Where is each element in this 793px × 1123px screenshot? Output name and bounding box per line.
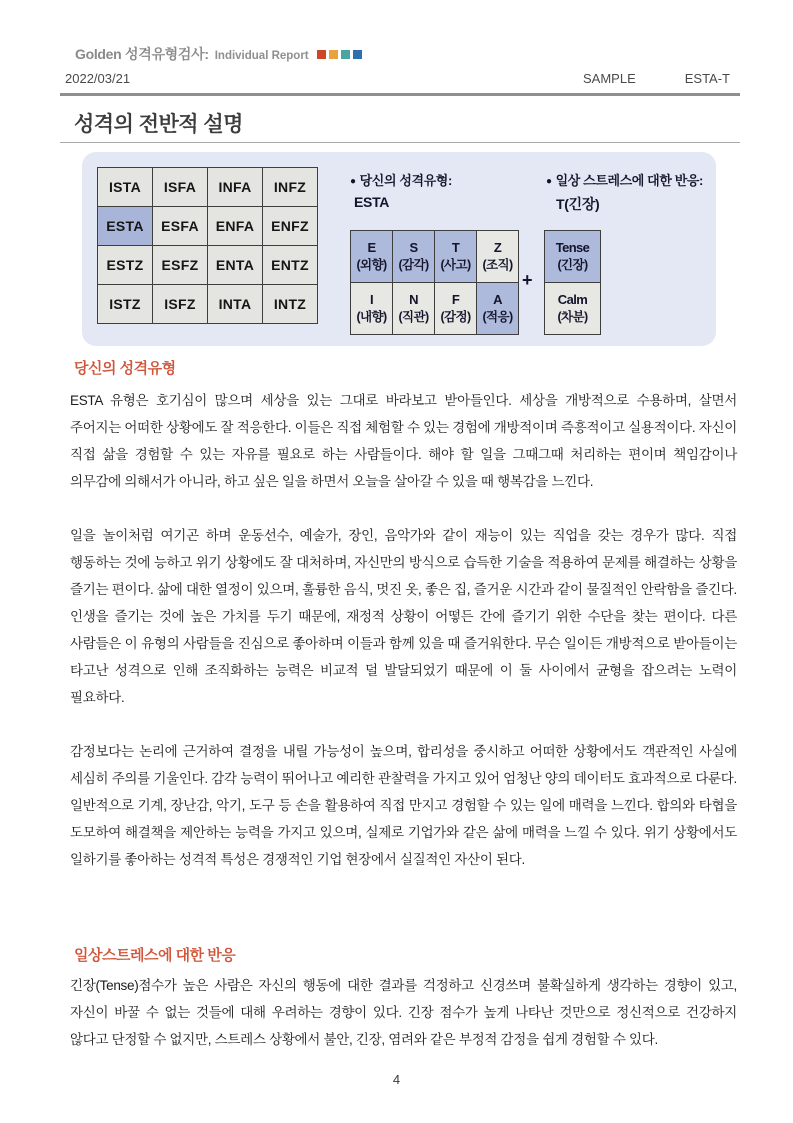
dimension-desc: (사고) [440,257,471,272]
dimension-desc: (직관) [398,309,429,324]
report-date: 2022/03/21 [65,71,131,86]
header-divider [60,93,740,96]
stress-reaction-value: T(긴장) [556,196,600,212]
your-type-label-text: 당신의 성격유형: [359,173,452,188]
stress-scale-grid [544,230,601,335]
stress-desc: (차분) [557,309,588,324]
stress-letter: Calm [557,292,588,308]
brand-square-blue-icon [353,50,362,59]
bullet-icon: ● [350,176,356,187]
type-cell: ESFZ [153,246,208,285]
dimension-cell-A [477,283,519,335]
brand-square-red-icon [317,50,326,59]
bullet-icon: ● [546,176,552,187]
stress-letter: Tense [555,240,590,256]
dimension-cell-T [435,231,477,283]
type-cell: ESTZ [98,246,153,285]
type-matrix [97,167,318,324]
type-cell-selected: ESTA [98,207,153,246]
type-cell: ENTA [208,246,263,285]
dimension-letter: E [367,240,376,256]
type-cell: ESFA [153,207,208,246]
stress-reaction-label [546,170,703,189]
personality-type-code: ESTA-T [684,71,730,86]
dimension-desc: (외향) [356,257,387,272]
your-type-value: ESTA [354,194,390,210]
dimension-letter: N [409,292,418,308]
dimension-letter-grid [350,230,519,335]
dimension-letter: F [451,292,460,308]
page-title: 성격의 전반적 설명 [74,113,243,136]
dimension-desc: (적응) [482,309,513,324]
dimension-desc: (내향) [356,309,387,324]
paragraph: 긴장(Tense)점수가 높은 사람은 자신의 행동에 대한 결과를 걱정하고 신경쓰며 불확실하게 생각하는 경향이 있고, 자신이 바꿀 수 없는 것들에 대해 우려하는 경향이 있다. 긴장 점수가 높게 나타난 것만으로 정신적으로 건강하지 않다고 단정할 수 없지만, 스트레스 상황에서 불안, 긴장, 염려와 같은 부정적 감정을 쉽게 경험할 수 있다. [70,978,737,1047]
type-cell: ISFA [153,168,208,207]
type-cell: ISTZ [98,285,153,324]
title-divider [60,142,740,143]
brand-square-teal-icon [341,50,350,59]
dimension-cell-F [435,283,477,335]
paragraph: 일을 놀이처럼 여기곤 하며 운동선수, 예술가, 장인, 음악가와 같이 재능이 있는 직업을 갖는 경우가 많다. 직접 행동하는 것에 능하고 위기 상황에도 잘 대처하며, 자신만의 방식으로 습득한 기술을 적용하여 문제를 해결하는 상황을 즐기는 편이다. 삶에 대한 열정이 있으며, 훌륭한 음식, 멋진 옷, 좋은 집, 즐거운 시간과 같이 물질적인 안락함을 즐긴다. 인생을 즐기는 것에 높은 가치를 두기 때문에, 재정적 상황이 어떻든 간에 즐기기 위한 수단을 찾는 편이다. 다른 사람들은 이 유형의 사람들을 진심으로 좋아하며 이들과 함께 있을 때 즐거워한다. 무슨 일이든 개방적으로 받아들이는 타고난 성격으로 인해 조직화하는 능력은 비교적 덜 발달되었기 때문에 이 둘 사이에서 균형을 잡으려는 노력이 필요하다. [70,528,737,705]
type-cell: INTZ [263,285,318,324]
type-cell: ISFZ [153,285,208,324]
stress-description [70,972,737,1053]
section-heading-personality: 당신의 성격유형 [74,360,176,377]
dimension-cell-Z [477,231,519,283]
brand-title: Golden 성격유형검사: [75,46,209,62]
brand-header [75,44,362,64]
dimension-desc: (감정) [440,309,471,324]
stress-cell-calm [545,283,601,335]
brand-squares-icon [317,50,362,59]
dimension-letter: T [451,240,460,256]
your-type-label [350,170,452,189]
section-heading-stress: 일상스트레스에 대한 반응 [74,947,236,964]
dimension-desc: (조직) [482,257,513,272]
type-cell: ENFZ [263,207,318,246]
type-cell: ENFA [208,207,263,246]
paragraph: ESTA 유형은 호기심이 많으며 세상을 있는 그대로 바라보고 받아들인다. 세상을 개방적으로 수용하며, 살면서 주어지는 어떠한 상황에도 잘 적응한다. 이들은 직접 체험할 수 있는 경험에 개방적이며 즉흥적이고 실용적이다. 자신이 직접 삶을 경험할 수 있는 자유를 필요로 하는 사람들이다. 해야 할 일을 그때그때 처리하는 편이며 책임감이나 의무감에 의해서가 아니라, 하고 싶은 일을 하면서 오늘을 살아갈 수 있을 때 행복감을 느낀다. [70,393,737,489]
plus-icon: + [522,270,533,290]
stress-reaction-label-text: 일상 스트레스에 대한 반응: [555,173,703,188]
dimension-letter: S [409,240,418,256]
dimension-cell-E [351,231,393,283]
dimension-desc: (감각) [398,257,429,272]
type-overview-panel [82,152,716,346]
stress-cell-tense [545,231,601,283]
dimension-cell-I [351,283,393,335]
brand-subtitle: Individual Report [214,50,309,62]
personality-description [70,387,737,873]
dimension-letter: A [493,292,502,308]
brand-square-orange-icon [329,50,338,59]
type-cell: ISTA [98,168,153,207]
type-cell: INTA [208,285,263,324]
dimension-letter: Z [493,240,502,256]
type-cell: INFZ [263,168,318,207]
type-cell: INFA [208,168,263,207]
page-number: 4 [392,1072,401,1087]
paragraph: 감정보다는 논리에 근거하여 결정을 내릴 가능성이 높으며, 합리성을 중시하고 어떠한 상황에서도 객관적인 사실에 세심히 주의를 기울인다. 감각 능력이 뛰어나고 예리한 관찰력을 가지고 있어 엄청난 양의 데이터도 효과적으로 다룬다. 일반적으로 기계, 장난감, 악기, 도구 등 손을 활용하여 직접 만지고 경험할 수 있는 일에 매력을 느낀다. 합의와 타협을 도모하여 해결책을 제안하는 능력을 가지고 있으며, 실제로 기업가와 같은 삶에 매력을 느낄 수 있다. 위기 상황에서도 일하기를 좋아하는 성격적 특성은 경쟁적인 기업 현장에서 실질적인 자산이 된다. [70,744,737,867]
dimension-letter: I [369,292,373,308]
dimension-cell-S [393,231,435,283]
sample-label: SAMPLE [583,71,636,86]
type-cell: ENTZ [263,246,318,285]
report-meta-row [60,71,737,89]
dimension-cell-N [393,283,435,335]
stress-desc: (긴장) [557,257,588,272]
